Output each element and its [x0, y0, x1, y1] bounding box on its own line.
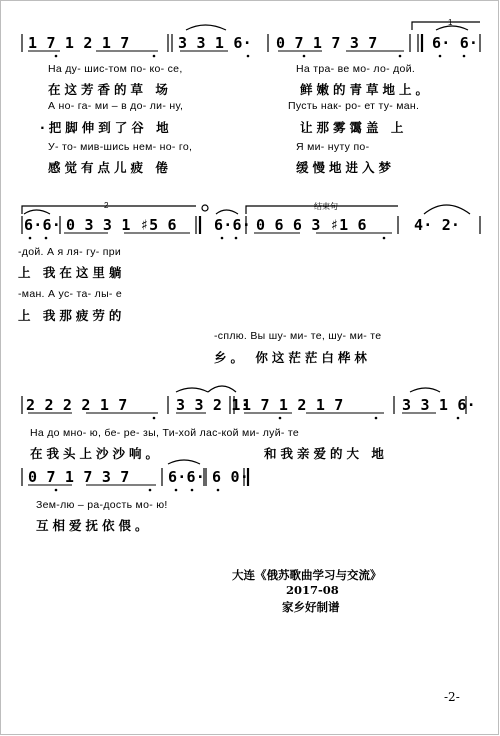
measure-notes: 4· 2·	[414, 216, 461, 234]
slur	[176, 388, 208, 392]
lyric-chinese-verse1: 在这芳香的草 场	[48, 82, 172, 97]
measure-notes: 1 7 1 2 1 7	[242, 396, 344, 414]
lyric-russian-verse1: На ду- шис-том по- ко- се,	[48, 63, 183, 75]
lyric-chinese-verse3: 感觉有点儿疲 倦	[48, 160, 172, 175]
measure-notes: 3 3 1 6·	[178, 34, 252, 52]
coda-label: 结束句	[314, 202, 338, 211]
slur	[24, 210, 50, 214]
lyric-russian-verse2: Пусть нак- ро- ет ту- ман.	[288, 100, 420, 112]
lyric-chinese-verse2: 让那雾霭盖 上	[300, 120, 408, 135]
slur	[208, 386, 236, 392]
lyric-chinese-verse3: 乡。 你这茫茫白桦林	[214, 350, 371, 365]
slur	[216, 210, 238, 214]
measure-notes: 0 7 1 7 3 7	[28, 468, 130, 486]
credit-date: 2017-08	[286, 583, 339, 597]
credit-source: 大连《俄苏歌曲学习与交流》	[232, 568, 382, 582]
measure-notes: 6· 6·	[432, 34, 479, 52]
lyric-chinese-verse2: ·把脚伸到了谷 地	[40, 120, 173, 135]
lyric-russian-verse1: -дой. А я ля- гу- при	[18, 246, 122, 258]
lyric-russian-verse3: У- то- мив-шись нем- но- го,	[48, 141, 193, 153]
measure-notes: 6·6·	[168, 468, 205, 486]
measure-notes: 1 7 1 2 1 7	[28, 34, 130, 52]
measure-notes: 0 6 6 3 ♯1 6	[256, 216, 367, 234]
page-number: -2-	[444, 690, 460, 704]
slur	[424, 205, 470, 214]
lyric-russian: На до мно- ю, бе- ре- зы, Ти-хой лас-кой ми- луй- те	[30, 427, 300, 439]
lyric-chinese-verse1: 上 我在这里躺	[18, 265, 126, 280]
ending-number-1: 1	[448, 18, 453, 27]
credit-author: 家乡好制谱	[282, 600, 340, 614]
measure-notes: 0 7 1 7 3 7	[276, 34, 378, 52]
measure-notes: 6·6·	[24, 216, 61, 234]
measure-notes: 6·6·	[214, 216, 251, 234]
lyric-chinese: 和我亲爱的大 地	[264, 446, 388, 461]
lyric-russian-verse3: -сплю. Вы шу- ми- те, шу- ми- те	[214, 330, 382, 342]
lyric-chinese: 互相爱抚依偎。	[36, 518, 152, 533]
lyric-chinese-verse1: 鲜嫩的青草地上。	[300, 82, 433, 97]
lyric-russian-verse2: -ман. А ус- та- лы- е	[18, 288, 123, 300]
lyric-chinese: 在我头上沙沙响。	[30, 446, 163, 461]
lyric-chinese-verse3: 缓慢地进入梦	[296, 160, 396, 175]
lyric-russian-verse2: А но- га- ми – в до- ли- ну,	[48, 100, 184, 112]
segno-mark	[202, 205, 208, 211]
measure-notes: 3 3 1 6·	[402, 396, 476, 414]
measure-notes: 6 0·	[212, 468, 249, 486]
lyric-chinese-verse2: 上 我那疲劳的	[18, 308, 126, 323]
measure-notes: 2 2 2 2 1 7	[26, 396, 128, 414]
ending-number-2: 2	[104, 201, 109, 210]
slur	[186, 25, 226, 30]
slur	[410, 388, 440, 392]
measure-notes: 3 3 2 1·	[176, 396, 250, 414]
lyric-russian: Зем-лю – ра-дость мо- ю!	[36, 499, 168, 511]
lyric-russian-verse3: Я ми- нуту по-	[296, 141, 370, 153]
lyric-russian-verse1: На тра- ве мо- ло- дой.	[296, 63, 416, 75]
slur	[168, 460, 200, 464]
measure-notes: 0 3 3 1 ♯5 6	[66, 216, 177, 234]
